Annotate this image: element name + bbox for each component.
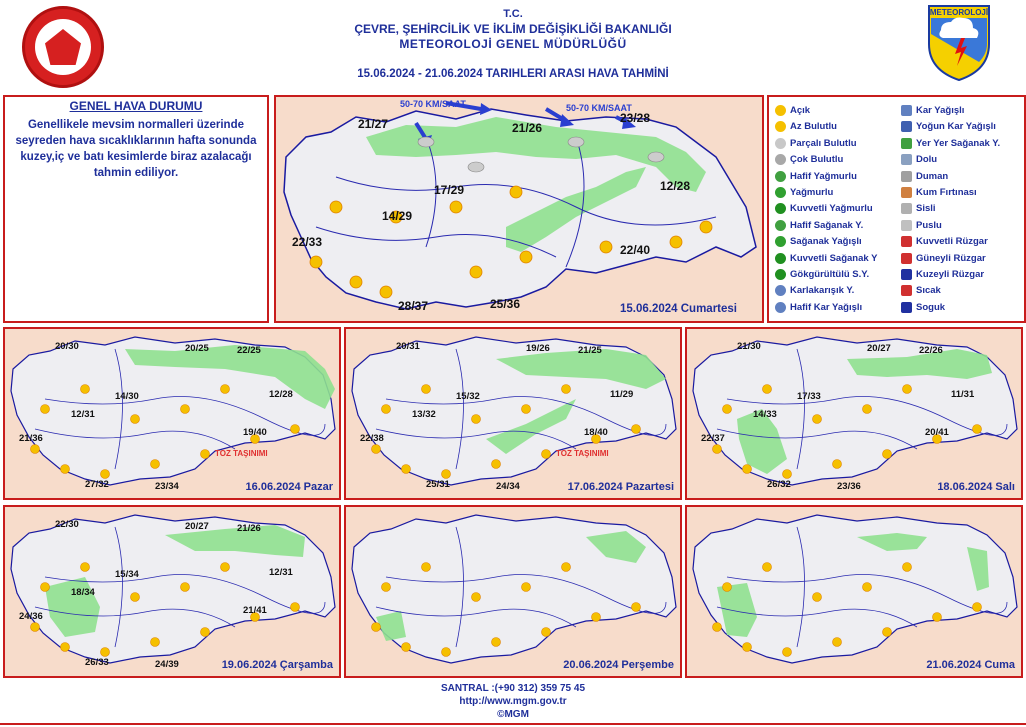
turkey-map-small bbox=[346, 329, 680, 498]
weather-symbol-icon bbox=[901, 220, 912, 231]
legend-item: Kuvvetli Yağmurlu bbox=[775, 203, 873, 214]
temp-label: 13/32 bbox=[412, 409, 436, 420]
weather-symbol-icon bbox=[775, 236, 786, 247]
temp-label: 22/38 bbox=[360, 433, 384, 444]
day-map-panel bbox=[344, 327, 682, 500]
header-forecast-range: 15.06.2024 - 21.06.2024 TARIHLERI ARASI HAVA TAHMİNİ bbox=[357, 68, 669, 80]
temp-label: 21/30 bbox=[737, 341, 761, 352]
weather-symbol-icon bbox=[775, 302, 786, 313]
legend-item: Kuzeyli Rüzgar bbox=[901, 269, 984, 280]
legend-item: Sıcak bbox=[901, 285, 941, 296]
weather-symbol-icon bbox=[775, 138, 786, 149]
legend-item: Yer Yer Sağanak Y. bbox=[901, 138, 1000, 149]
main-map-date: 15.06.2024 Cumartesi bbox=[620, 303, 737, 315]
day-map-panel bbox=[3, 327, 341, 500]
temp-label: 21/26 bbox=[237, 523, 261, 534]
legend-item: Soguk bbox=[901, 302, 945, 313]
footer-rule bbox=[0, 723, 1026, 725]
legend-box bbox=[767, 95, 1026, 323]
temp-label: 11/31 bbox=[951, 389, 975, 400]
legend-item: Dolu bbox=[901, 154, 937, 165]
temp-label: 22/37 bbox=[701, 433, 725, 444]
temp-label: 23/34 bbox=[155, 481, 179, 492]
temp-label: 20/41 bbox=[925, 427, 949, 438]
temp-label: 17/29 bbox=[434, 183, 465, 197]
footer-website[interactable]: http://www.mgm.gov.tr bbox=[459, 696, 567, 707]
weather-symbol-icon bbox=[901, 121, 912, 132]
temp-label: 22/25 bbox=[237, 345, 261, 356]
wind-label-east: 50-70 KM/SAAT bbox=[566, 103, 632, 113]
temp-label: 19/40 bbox=[243, 427, 267, 438]
temp-label: 24/34 bbox=[496, 481, 520, 492]
weather-symbol-icon bbox=[775, 253, 786, 264]
temp-label: 15/34 bbox=[115, 569, 139, 580]
legend-item: Puslu bbox=[901, 220, 942, 231]
temp-label: 12/31 bbox=[269, 567, 293, 578]
legend-item: Yağmurlu bbox=[775, 187, 833, 198]
day-map-panel bbox=[344, 505, 682, 678]
turkey-map-small bbox=[687, 329, 1021, 498]
weather-symbol-icon bbox=[775, 171, 786, 182]
temp-label: 20/27 bbox=[867, 343, 891, 354]
weather-symbol-icon bbox=[775, 121, 786, 132]
temp-label: 14/29 bbox=[382, 209, 413, 223]
weather-symbol-icon bbox=[901, 253, 912, 264]
legend-item: Hafif Kar Yağışlı bbox=[775, 302, 862, 313]
turkey-map-small bbox=[5, 507, 339, 676]
day-map-panel bbox=[685, 505, 1023, 678]
day-map-date: 19.06.2024 Çarşamba bbox=[221, 659, 333, 671]
legend-item: Kuvvetli Sağanak Y bbox=[775, 253, 877, 264]
legend-item: Sisli bbox=[901, 203, 936, 214]
turkey-map-small bbox=[5, 329, 339, 498]
dust-transport-note: TOZ TAŞINIMI bbox=[556, 449, 609, 458]
weather-symbol-icon bbox=[901, 203, 912, 214]
day-map-date: 20.06.2024 Perşembe bbox=[563, 659, 674, 671]
temp-label: 26/33 bbox=[85, 657, 109, 668]
temp-label: 21/25 bbox=[578, 345, 602, 356]
temp-label: 12/31 bbox=[71, 409, 95, 420]
day-map-panel bbox=[3, 505, 341, 678]
legend-item: Kuvvetli Rüzgar bbox=[901, 236, 988, 247]
weather-symbol-icon bbox=[901, 302, 912, 313]
weather-symbol-icon bbox=[901, 171, 912, 182]
temp-label: 26/32 bbox=[767, 479, 791, 490]
temp-label: 21/27 bbox=[358, 117, 389, 131]
temp-label: 25/36 bbox=[490, 297, 521, 311]
footer-phone: SANTRAL :(+90 312) 359 75 45 bbox=[440, 683, 586, 694]
weather-symbol-icon bbox=[775, 220, 786, 231]
header-ministry: ÇEVRE, ŞEHİRCİLİK VE İKLİM DEĞİŞİKLİĞİ BAKANLIĞI bbox=[354, 22, 672, 36]
temp-label: 23/28 bbox=[620, 111, 651, 125]
footer-copyright: ©MGM bbox=[497, 709, 529, 720]
legend-item: Güneyli Rüzgar bbox=[901, 253, 986, 264]
temp-label: 23/36 bbox=[837, 481, 861, 492]
weather-symbol-icon bbox=[901, 236, 912, 247]
temp-label: 22/33 bbox=[292, 235, 323, 249]
weather-symbol-icon bbox=[775, 269, 786, 280]
wind-label-west: 50-70 KM/SAAT bbox=[400, 99, 466, 109]
temp-label: 15/32 bbox=[456, 391, 480, 402]
general-weather-box bbox=[3, 95, 269, 323]
legend-item: Kum Fırtınası bbox=[901, 187, 977, 198]
temp-label: 12/28 bbox=[269, 389, 293, 400]
temp-label: 18/34 bbox=[71, 587, 95, 598]
header-tc: T.C. bbox=[503, 8, 523, 20]
temp-label: 22/26 bbox=[919, 345, 943, 356]
weather-symbol-icon bbox=[775, 187, 786, 198]
temp-label: 21/41 bbox=[243, 605, 267, 616]
temp-label: 19/26 bbox=[526, 343, 550, 354]
legend-item: Hafif Sağanak Y. bbox=[775, 220, 863, 231]
legend-item: Kar Yağışlı bbox=[901, 105, 964, 116]
general-text: Genellikele mevsim normalleri üzerinde seyreden hava sıcaklıklarının hafta sonunda kuzey,iç ve batı kesimlerde biraz azalacağı tahmin ediliyor. bbox=[15, 119, 257, 179]
temp-label: 28/37 bbox=[398, 299, 429, 313]
legend-item: Az Bulutlu bbox=[775, 121, 837, 132]
weather-symbol-icon bbox=[775, 203, 786, 214]
weather-symbol-icon bbox=[775, 285, 786, 296]
legend-item: Sağanak Yağışlı bbox=[775, 236, 862, 247]
weather-symbol-icon bbox=[901, 285, 912, 296]
temp-label: 11/29 bbox=[610, 389, 634, 400]
day-map-panel bbox=[685, 327, 1023, 500]
general-title: GENEL HAVA DURUMU bbox=[69, 99, 203, 113]
legend-item: Parçalı Bulutlu bbox=[775, 138, 857, 149]
temp-label: 25/31 bbox=[426, 479, 450, 490]
legend-item: Hafif Yağmurlu bbox=[775, 171, 857, 182]
day-map-date: 17.06.2024 Pazartesi bbox=[567, 481, 674, 493]
legend-item: Çok Bulutlu bbox=[775, 154, 843, 165]
weather-symbol-icon bbox=[775, 154, 786, 165]
temp-label: 21/26 bbox=[512, 121, 543, 135]
temp-label: 20/27 bbox=[185, 521, 209, 532]
weather-symbol-icon bbox=[901, 154, 912, 165]
temp-label: 20/30 bbox=[55, 341, 79, 352]
legend-item: Açık bbox=[775, 105, 810, 116]
temp-label: 22/30 bbox=[55, 519, 79, 530]
temp-label: 24/39 bbox=[155, 659, 179, 670]
weather-symbol-icon bbox=[901, 138, 912, 149]
temp-label: 27/32 bbox=[85, 479, 109, 490]
day-map-date: 16.06.2024 Pazar bbox=[245, 481, 333, 493]
legend-item: Duman bbox=[901, 171, 948, 182]
legend-item: Karlakarışık Y. bbox=[775, 285, 854, 296]
header-directorate: METEOROLOJİ GENEL MÜDÜRLÜĞÜ bbox=[399, 37, 627, 51]
temp-label: 14/30 bbox=[115, 391, 139, 402]
weather-symbol-icon bbox=[775, 105, 786, 116]
dust-transport-note: TOZ TAŞINIMI bbox=[215, 449, 268, 458]
temp-label: 21/36 bbox=[19, 433, 43, 444]
temp-label: 20/31 bbox=[396, 341, 420, 352]
temp-label: 20/25 bbox=[185, 343, 209, 354]
mgm-logo bbox=[927, 4, 991, 82]
temp-label: 12/28 bbox=[660, 179, 691, 193]
mgm-logo-text: METEOROLOJİ bbox=[929, 8, 989, 17]
turkey-map-small bbox=[346, 507, 680, 676]
weather-symbol-icon bbox=[901, 187, 912, 198]
weather-symbol-icon bbox=[901, 105, 912, 116]
temp-label: 17/33 bbox=[797, 391, 821, 402]
temp-label: 24/36 bbox=[19, 611, 43, 622]
temp-label: 22/40 bbox=[620, 243, 651, 257]
day-map-date: 18.06.2024 Salı bbox=[937, 481, 1015, 493]
main-map-panel bbox=[274, 95, 764, 323]
temp-label: 14/33 bbox=[753, 409, 777, 420]
day-map-date: 21.06.2024 Cuma bbox=[926, 659, 1015, 671]
temp-label: 18/40 bbox=[584, 427, 608, 438]
weather-symbol-icon bbox=[901, 269, 912, 280]
legend-item: Gökgürültülü S.Y. bbox=[775, 269, 869, 280]
turkey-map-small bbox=[687, 507, 1021, 676]
legend-item: Yoğun Kar Yağışlı bbox=[901, 121, 996, 132]
